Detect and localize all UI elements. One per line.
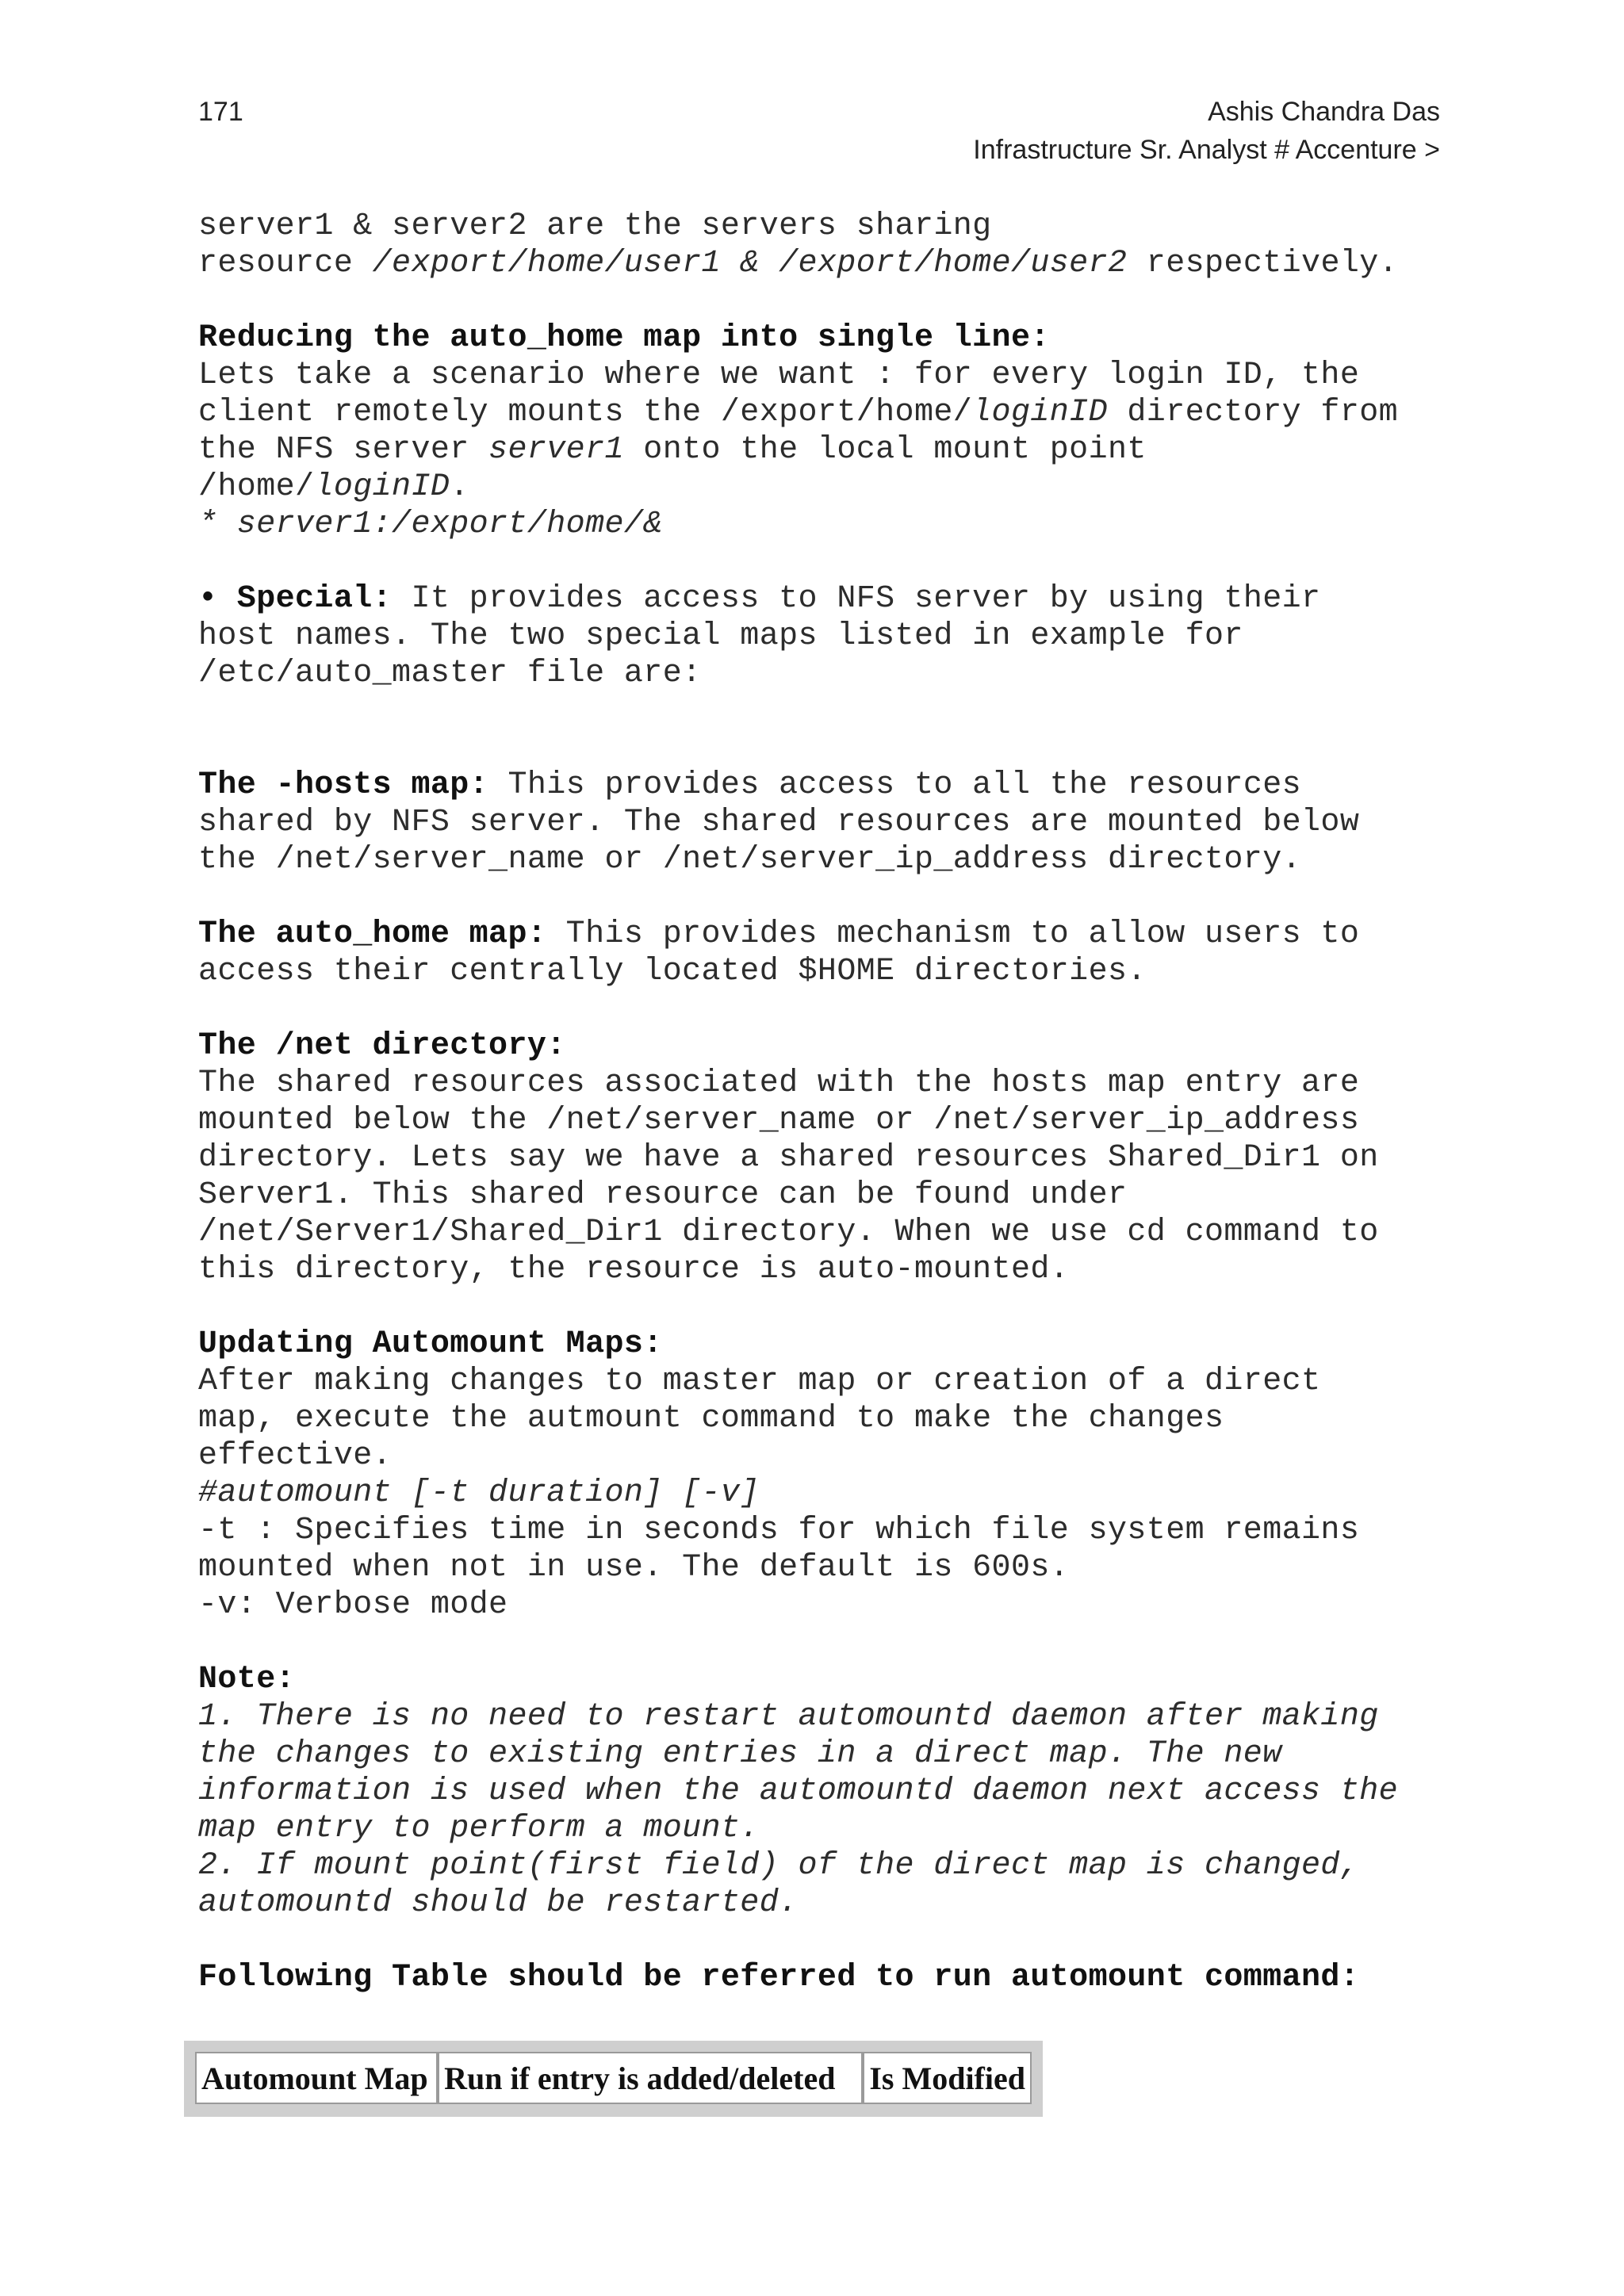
table-header-cell: Automount Map	[195, 2052, 438, 2104]
text-line: map, execute the autmount command to make the changes	[198, 1401, 1224, 1437]
text-line: the /net/server_name or /net/server_ip_address directory.	[198, 842, 1302, 878]
hosts-section	[198, 767, 1451, 878]
text-line: Server1. This shared resource can be found under	[198, 1177, 1128, 1213]
text-line: effective.	[198, 1438, 393, 1474]
note-line: map entry to perform a mount.	[198, 1811, 760, 1846]
text-line: shared by NFS server. The shared resources are mounted below	[198, 805, 1360, 840]
author-role: Infrastructure Sr. Analyst # Accenture >	[973, 135, 1440, 165]
section-heading: Updating Automount Maps:	[198, 1326, 663, 1362]
note-line: 2. If mount point(first field) of the direct map is changed,	[198, 1848, 1360, 1884]
reduce-section	[198, 320, 1451, 543]
section-heading: The /net directory:	[198, 1028, 566, 1064]
page-number: 171	[198, 97, 243, 127]
code-line: #automount [-t duration] [-v]	[198, 1475, 760, 1511]
table-header-row	[195, 2052, 1032, 2104]
text-line: access their centrally located $HOME directories.	[198, 954, 1147, 989]
automount-table	[184, 2041, 1043, 2117]
text-line: The -hosts map: This provides access to all the resources	[198, 767, 1302, 803]
document-body	[198, 208, 1451, 1996]
section-heading: Note:	[198, 1662, 296, 1697]
note-line: 1. There is no need to restart automountd daemon after making	[198, 1699, 1379, 1735]
special-section	[198, 580, 1451, 692]
text-line: After making changes to master map or creation of a direct	[198, 1364, 1321, 1399]
text-line: resource /export/home/user1 & /export/home/user2 respectively.	[198, 246, 1399, 281]
updating-section	[198, 1326, 1451, 1624]
table-header-cell: Run if entry is added/deleted	[438, 2052, 863, 2104]
autohome-section	[198, 916, 1451, 990]
text-line: mounted when not in use. The default is 600s.	[198, 1550, 1070, 1586]
note-line: the changes to existing entries in a direct map. The new	[198, 1736, 1282, 1772]
text-line: /home/loginID.	[198, 469, 469, 505]
text-line: host names. The two special maps listed in example for	[198, 618, 1243, 654]
section-heading: Reducing the auto_home map into single line:	[198, 320, 1050, 356]
text-line: • Special: It provides access to NFS server by using their	[198, 581, 1321, 617]
net-directory-section	[198, 1027, 1451, 1288]
intro-paragraph	[198, 208, 1451, 282]
text-line: mounted below the /net/server_name or /net/server_ip_address	[198, 1103, 1360, 1138]
table-header-cell: Is Modified	[863, 2052, 1032, 2104]
text-line: /etc/auto_master file are:	[198, 656, 702, 691]
text-line: /net/Server1/Shared_Dir1 directory. When we use cd command to	[198, 1215, 1379, 1250]
text-line: The shared resources associated with the hosts map entry are	[198, 1066, 1360, 1101]
text-line: -t : Specifies time in seconds for which file system remains	[198, 1513, 1360, 1548]
note-line: automountd should be restarted.	[198, 1885, 799, 1921]
text-line: The auto_home map: This provides mechanism to allow users to	[198, 916, 1360, 952]
text-line: this directory, the resource is auto-mounted.	[198, 1252, 1070, 1288]
author-name: Ashis Chandra Das	[1208, 97, 1440, 127]
code-line: * server1:/export/home/&	[198, 507, 663, 542]
text-line: -v: Verbose mode	[198, 1587, 508, 1623]
text-line: server1 & server2 are the servers sharing	[198, 209, 992, 244]
text-line: the NFS server server1 onto the local mount point	[198, 432, 1147, 468]
note-section	[198, 1661, 1451, 1922]
text-line: Lets take a scenario where we want : for every login ID, the	[198, 358, 1360, 393]
text-line: directory. Lets say we have a shared resources Shared_Dir1 on	[198, 1140, 1379, 1176]
note-line: information is used when the automountd daemon next access the	[198, 1774, 1399, 1809]
table-intro: Following Table should be referred to run automount command:	[198, 1960, 1360, 1996]
text-line: client remotely mounts the /export/home/loginID directory from	[198, 395, 1399, 430]
